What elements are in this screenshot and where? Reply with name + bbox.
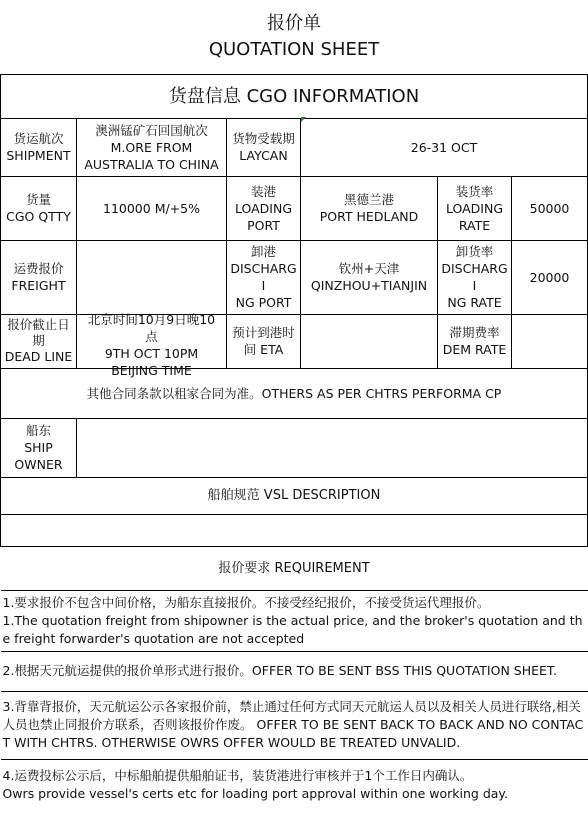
eta-label-cn-2: 间 ETA [243,342,284,357]
loading-port-label [227,176,301,240]
requirement-1-en: 1.The quotation freight from shipowner is the actual price, and the broker's quotation and the freight forwarder's quotation are not accepted [2,612,583,646]
freight-label-en: FREIGHT [11,278,66,293]
shipment-value-en-2: AUSTRALIA TO CHINA [84,156,219,172]
dem-rate-label-cn: 滞期费率 [449,325,500,340]
title-row [1,0,588,74]
freight-row [1,240,588,314]
dem-rate-label [438,314,512,368]
cargo-qty-label-cn: 货量 [25,192,51,207]
deadline-value-cn-2: 点 [145,328,158,344]
loading-port-label-en-2: PORT [247,217,280,233]
shipment-value-cn: 澳洲锰矿石回国航次 [95,122,208,138]
deadline-label-cn-1: 报价截止日 [7,317,70,332]
ship-owner-label-en-2: OWNER [14,457,63,472]
dem-rate-value[interactable] [512,314,588,368]
laycan-label [227,118,301,176]
comment-indicator-icon [301,117,306,122]
eta-value[interactable] [301,314,438,368]
ship-owner-label-en-1: SHIP [24,440,53,455]
sheet-title [1,0,588,74]
discharging-port-value[interactable] [301,240,438,314]
freight-label-cn: 运费报价 [13,261,64,276]
discharging-port-value-cn: 钦州+天津 [338,261,400,276]
title-cn: 报价单 [267,12,321,34]
requirement-1-cn: 1.要求报价不包含中间价格，为船东直接报价。不接受经纪报价，不接受货运代理报价。 [2,594,490,610]
requirement-3-row [1,691,588,759]
cargo-section-row [1,74,588,118]
loading-rate-label-en-2: RATE [458,217,491,233]
vessel-description-value[interactable] [1,514,588,546]
loading-port-value-en: PORT HEDLAND [319,209,419,224]
laycan-label-en: LAYCAN [239,148,288,163]
discharging-rate-label-en-1: DISCHARGI [441,261,508,293]
requirement-3-cn: 3.背靠背报价，天元航运公示各家报价前，禁止通过任何方式同天元航运人员以及相关人员进行联络,相关人员也禁止同报价方联系，否则该报价作废。 [2,699,581,732]
shipment-value[interactable] [77,118,227,176]
deadline-label [1,314,77,368]
shipment-label-cn: 货运航次 [13,131,64,146]
discharging-port-label [227,240,301,314]
shipment-row [1,118,588,176]
requirement-2-row [1,651,588,691]
freight-value[interactable] [77,240,227,314]
vessel-section-row [1,477,588,514]
ship-owner-value[interactable] [77,418,588,477]
ship-owner-row [1,418,588,477]
discharging-port-value-en: QINZHOU+TIANJIN [310,278,428,293]
loading-port-value-cn: 黑德兰港 [343,192,394,207]
laycan-label-cn: 货物受载期 [232,131,295,146]
requirement-section-row [1,546,588,590]
shipment-label [1,118,77,176]
requirement-3-en: OFFER TO BE SENT BACK TO BACK AND NO CONTACT WITH CHTRS. OTHERWISE OWRS OFFER WOULD BE TREATED UNVALID. [2,717,584,750]
dem-rate-label-en: DEM RATE [442,342,507,357]
deadline-row [1,314,588,368]
deadline-value-cn-1: 北京时间10月9日晚10 [87,311,216,327]
cargo-qty-row [1,176,588,240]
loading-port-label-cn: 装港 [250,183,276,199]
deadline-value-lines [77,311,226,379]
requirement-2: 2.根据天元航运提供的报价单形式进行报价。OFFER TO BE SENT BSS THIS QUOTATION SHEET. [1,651,588,691]
freight-label [1,240,77,314]
cargo-qty-label [1,176,77,240]
loading-rate-label [438,176,512,240]
requirement-3 [1,691,588,759]
eta-label-cn-1: 预计到港时 [232,325,295,340]
shipment-label-en: SHIPMENT [6,148,71,163]
cargo-qty-value[interactable]: 110000 M/+5% [77,176,227,240]
deadline-label-cn-2: 期 [32,333,45,348]
requirement-section-title: 报价要求 REQUIREMENT [1,546,588,590]
ship-owner-label-cn: 船东 [25,423,51,438]
requirement-4-row [1,759,588,810]
shipment-value-en-1: M.ORE FROM [110,139,193,155]
title-en: QUOTATION SHEET [208,38,380,60]
cargo-qty-label-en: CGO QTTY [6,209,71,224]
vessel-value-row [1,514,588,546]
cargo-section-title: 货盘信息 CGO INFORMATION [1,74,588,118]
loading-port-label-en-1: LOADING [234,200,293,216]
discharging-port-label-cn: 卸港 [250,244,276,259]
deadline-label-en: DEAD LINE [4,349,73,364]
requirement-4 [1,759,588,810]
eta-label [227,314,301,368]
deadline-value[interactable] [77,311,227,378]
requirement-4-en: Owrs provide vessel's certs etc for loading port approval within one working day. [2,785,509,801]
discharging-rate-label-en-2: NG RATE [447,295,502,310]
requirement-4-cn: 4.运费投标公示后，中标船舶提供船舶证书，装货港进行审核并于1个工作日内确认。 [2,767,473,783]
discharging-rate-label [438,240,512,314]
loading-port-value[interactable] [301,176,438,240]
loading-rate-label-en-1: LOADING [445,200,504,216]
loading-rate-label-cn: 装货率 [455,183,494,199]
requirement-1 [1,590,588,651]
vessel-section-title: 船舶规范 VSL DESCRIPTION [1,477,588,514]
discharging-rate-label-cn: 卸货率 [455,244,494,259]
deadline-value-en-2: BEIJING TIME [111,362,192,378]
ship-owner-label [1,418,77,477]
discharging-port-label-en-2: NG PORT [235,295,292,310]
requirement-1-row [1,590,588,651]
loading-rate-value[interactable]: 50000 [512,176,588,240]
deadline-value-en-1: 9TH OCT 10PM [104,345,199,361]
laycan-value[interactable]: 26-31 OCT [301,118,588,176]
discharging-port-label-en-1: DISCHARGI [230,261,297,293]
discharging-rate-value[interactable]: 20000 [512,240,588,314]
others-note: 其他合同条款以租家合同为准。OTHERS AS PER CHTRS PERFORMA CP [1,368,588,418]
